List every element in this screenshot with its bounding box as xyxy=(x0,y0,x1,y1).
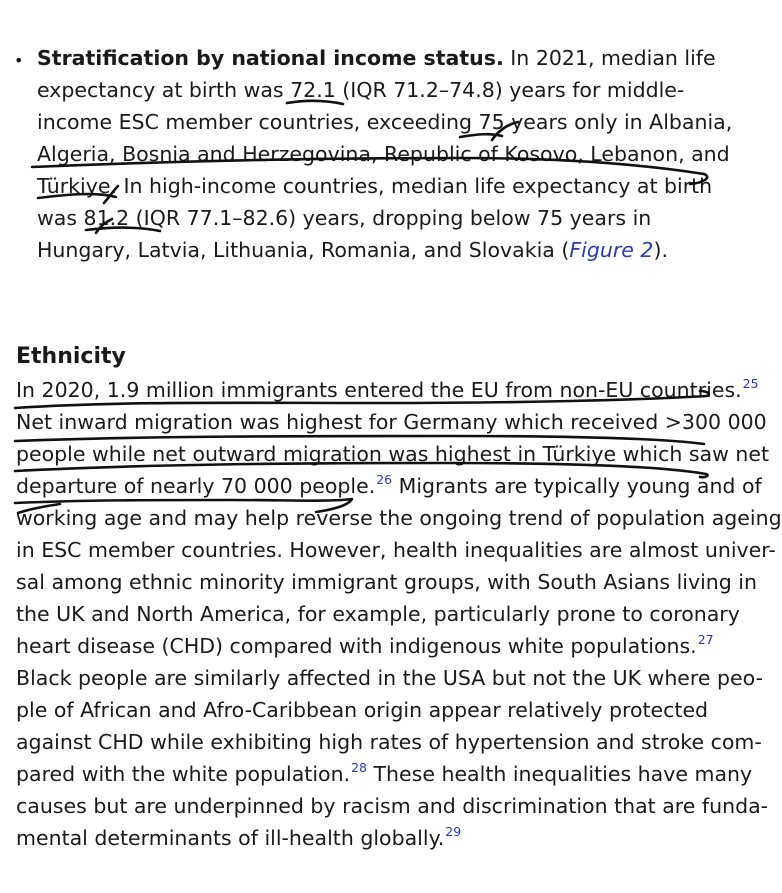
text-run: expectancy at birth was 72.1 (IQR 71.2–74.8) years for middle- xyxy=(37,78,685,102)
text-run: Migrants are typically young and of xyxy=(392,474,762,498)
text-run: These health inequalities have many xyxy=(367,762,753,786)
ethnicity-line-11 xyxy=(16,696,709,724)
text-run: the UK and North America, for example, particularly prone to coronary xyxy=(16,602,740,626)
bullet-line-1 xyxy=(37,44,716,72)
ethnicity-line-1 xyxy=(16,376,759,407)
bullet-lead-in: Stratification by national income status. xyxy=(37,46,504,70)
text-run: causes but are underpinned by racism and discrimination that are funda- xyxy=(16,794,769,818)
ethnicity-line-9 xyxy=(16,632,714,663)
bullet-line-7 xyxy=(37,236,668,264)
text-run: departure of nearly 70 000 people. xyxy=(16,474,376,498)
text-run: sal among ethnic minority immigrant groups, with South Asians living in xyxy=(16,570,757,594)
text-run: against CHD while exhibiting high rates of hypertension and stroke com- xyxy=(16,730,762,754)
text-run-group xyxy=(16,632,714,663)
ethnicity-line-6 xyxy=(16,536,776,564)
figure-2-link[interactable]: Figure 2 xyxy=(569,238,654,262)
text-run: ple of African and Afro-Caribbean origin appear relatively protected xyxy=(16,698,709,722)
text-run: working age and may help reverse the ongoing trend of population ageing xyxy=(16,506,782,530)
ethnicity-line-10 xyxy=(16,664,763,692)
ethnicity-line-4 xyxy=(16,472,762,503)
ethnicity-line-7 xyxy=(16,568,757,596)
citation-27[interactable]: 27 xyxy=(697,632,714,647)
ethnicity-line-13 xyxy=(16,760,753,791)
citation-29[interactable]: 29 xyxy=(445,824,462,839)
text-run-group xyxy=(16,472,392,503)
bullet-line-3 xyxy=(37,108,733,136)
text-run: Hungary, Latvia, Lithuania, Romania, and Slovakia ( xyxy=(37,238,570,262)
text-run: people while net outward migration was highest in Türkiye which saw net xyxy=(16,442,770,466)
text-run: Black people are similarly affected in the USA but not the UK where peo- xyxy=(16,666,763,690)
citation-26[interactable]: 26 xyxy=(376,472,393,487)
text-run: In 2020, 1.9 million immigrants entered the EU from non-EU countries. xyxy=(16,378,742,402)
ethnicity-line-15 xyxy=(16,824,461,855)
text-run: Türkiye. In high-income countries, median life expectancy at birth xyxy=(37,174,713,198)
bullet-line-6 xyxy=(37,204,702,232)
text-run: pared with the white population. xyxy=(16,762,351,786)
text-run-group xyxy=(16,760,367,791)
text-run: income ESC member countries, exceeding 75 years only in Albania, xyxy=(37,110,733,134)
text-run: ). xyxy=(653,238,668,262)
bullet-line-2 xyxy=(37,76,702,104)
bullet-line-4 xyxy=(37,140,730,168)
text-run: heart disease (CHD) compared with indigenous white populations. xyxy=(16,634,697,658)
ethnicity-line-2 xyxy=(16,408,767,436)
text-run: in ESC member countries. However, health inequalities are almost univer- xyxy=(16,538,776,562)
ethnicity-line-14 xyxy=(16,792,769,820)
text-run: Algeria, Bosnia and Herzegovina, Republic of Kosovo, Lebanon, and xyxy=(37,142,730,166)
citation-28[interactable]: 28 xyxy=(351,760,367,775)
ethnicity-line-5 xyxy=(16,504,782,532)
text-run: mental determinants of ill-health globally. xyxy=(16,826,445,850)
ethnicity-line-12 xyxy=(16,728,762,756)
bullet-point: • xyxy=(14,51,24,70)
ethnicity-line-8 xyxy=(16,600,740,628)
section-heading-ethnicity: Ethnicity xyxy=(16,344,126,369)
ethnicity-line-3 xyxy=(16,440,770,468)
bullet-line-5 xyxy=(37,172,713,200)
text-run: Net inward migration was highest for Germany which received >300 000 xyxy=(16,410,767,434)
text-run: was 81.2 (IQR 77.1–82.6) years, dropping below 75 years in xyxy=(37,206,652,230)
text-run: In 2021, median life xyxy=(503,46,716,70)
citation-25[interactable]: 25 xyxy=(742,376,759,391)
